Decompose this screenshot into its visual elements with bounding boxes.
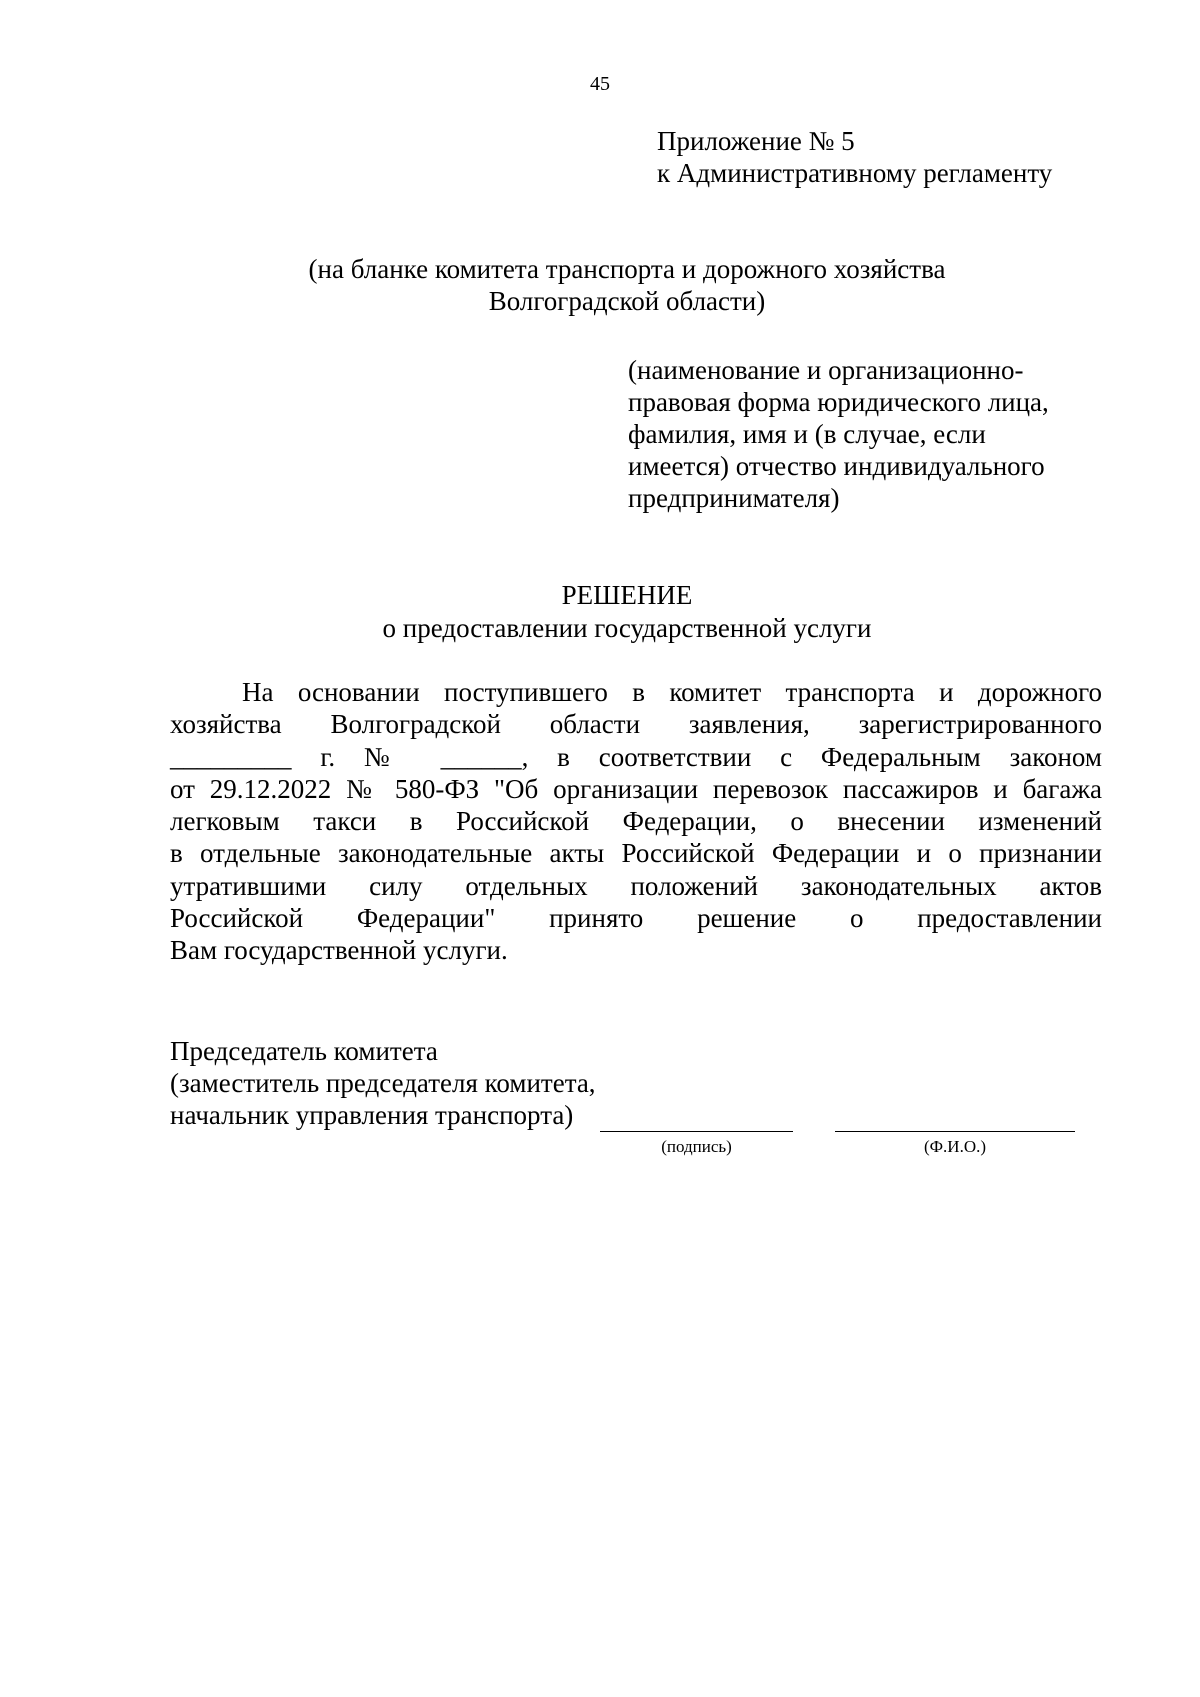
appendix-header [657,125,1052,189]
signature-caption: (подпись) [661,1137,732,1156]
appendix-reference: к Административному регламенту [657,158,1053,188]
letterhead-note-line: Волгоградской области) [488,286,766,316]
body-line: легковым такси в Российской Федерации, о внесении изменений [170,806,1102,837]
name-line [835,1131,1075,1132]
appendix-number: Приложение № 5 [657,126,855,156]
signatory-title: Председатель комитета [170,1036,438,1066]
addressee-line: (наименование и организационно- [628,355,1024,385]
signatory-block [170,1035,596,1131]
signatory-title-alt: начальник управления транспорта) [170,1100,574,1130]
body-line: На основании поступившего в комитет транспорта и дорожного [242,677,1102,707]
addressee-block [628,354,1098,514]
body-line: Российской Федерации" принято решение о предоставлении [170,903,1102,934]
body-line: утратившими силу отдельных положений законодательных актов [170,870,1102,901]
addressee-line: имеется) отчество индивидуального [628,451,1045,481]
body-line: Вам государственной услуги. [170,935,508,966]
body-line: от 29.12.2022 № 580-ФЗ "Об организации перевозок пассажиров и багажа [170,773,1102,804]
body-line: хозяйства Волгоградской области заявления, зарегистрированного [170,709,1102,740]
addressee-line: правовая форма юридического лица, [628,387,1049,417]
signatory-title-alt: (заместитель председателя комитета, [170,1068,596,1098]
addressee-line: фамилия, имя и (в случае, если [628,419,986,449]
decision-body [170,676,1102,967]
name-caption: (Ф.И.О.) [923,1137,987,1156]
addressee-line: предпринимателя) [628,483,840,513]
page-number: 45 [590,73,610,95]
decision-subtitle: о предоставлении государственной услуги [382,613,872,643]
body-line: _________ г. № ______, в соответствии с Федеральным законом [170,741,1102,772]
body-line: в отдельные законодательные акты Российской Федерации и о признании [170,838,1102,869]
letterhead-note [170,253,1084,317]
signature-line [600,1131,793,1132]
letterhead-note-line: (на бланке комитета транспорта и дорожного хозяйства [308,254,946,284]
decision-title: РЕШЕНИЕ [561,580,693,610]
